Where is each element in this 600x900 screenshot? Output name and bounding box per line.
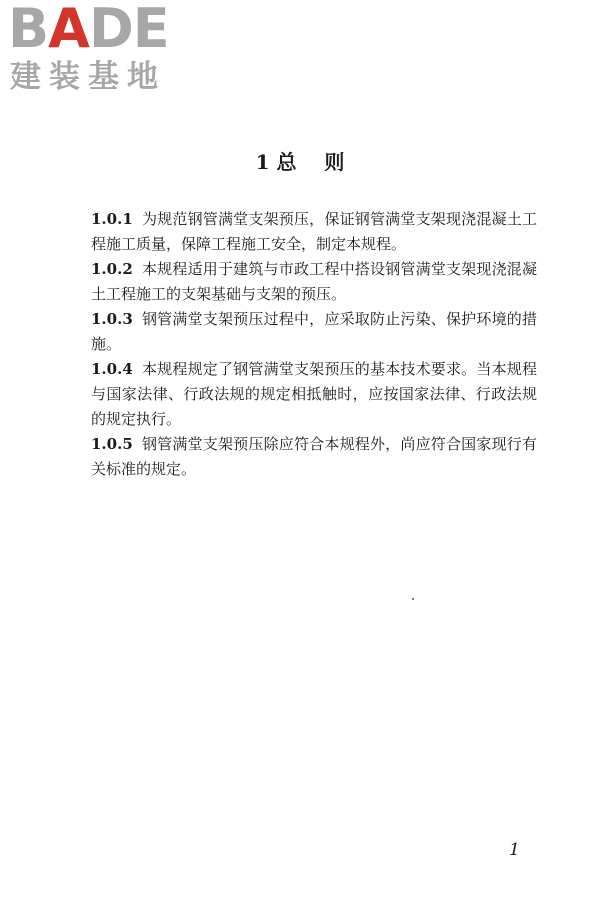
clause-number: 1.0.4: [91, 360, 133, 378]
clause-text: 钢管满堂支架预压过程中，应采取防止污染、保护环境的措施。: [91, 310, 537, 353]
chapter-title: 1 总 则: [255, 150, 345, 174]
logo-subtitle: 建装基地: [10, 59, 166, 95]
clause-text: 为规范钢管满堂支架预压，保证钢管满堂支架现浇混凝土工程施工质量，保障工程施工安全，制定本规程。: [91, 210, 537, 253]
logo-letter-a: A: [48, 0, 89, 60]
clause-text: 本规程规定了钢管满堂支架预压的基本技术要求。当本规程与国家法律、行政法规的规定相抵触时，应按国家法律、行政法规的规定执行。: [91, 360, 537, 428]
logo-letters-de: DE: [88, 0, 169, 60]
clause-number: 1.0.2: [91, 260, 133, 278]
clause-list: [91, 207, 537, 482]
clause-text: 钢管满堂支架预压除应符合本规程外，尚应符合国家现行有关标准的规定。: [91, 435, 537, 478]
clause-item: [91, 432, 537, 482]
clause-number: 1.0.5: [91, 435, 133, 453]
page-number: 1: [509, 840, 520, 860]
clause-number: 1.0.1: [91, 210, 133, 228]
logo-wordmark: [8, 0, 176, 60]
clause-item: [91, 257, 537, 307]
clause-item: [91, 307, 537, 357]
clause-number: 1.0.3: [91, 310, 133, 328]
clause-item: [91, 207, 537, 257]
clause-text: 本规程适用于建筑与市政工程中搭设钢管满堂支架现浇混凝土工程施工的支架基础与支架的预压。: [91, 260, 537, 303]
scan-speck: [412, 598, 414, 600]
logo-letter-b: B: [8, 0, 49, 60]
bade-logo: [8, 2, 176, 98]
clause-item: [91, 357, 537, 432]
